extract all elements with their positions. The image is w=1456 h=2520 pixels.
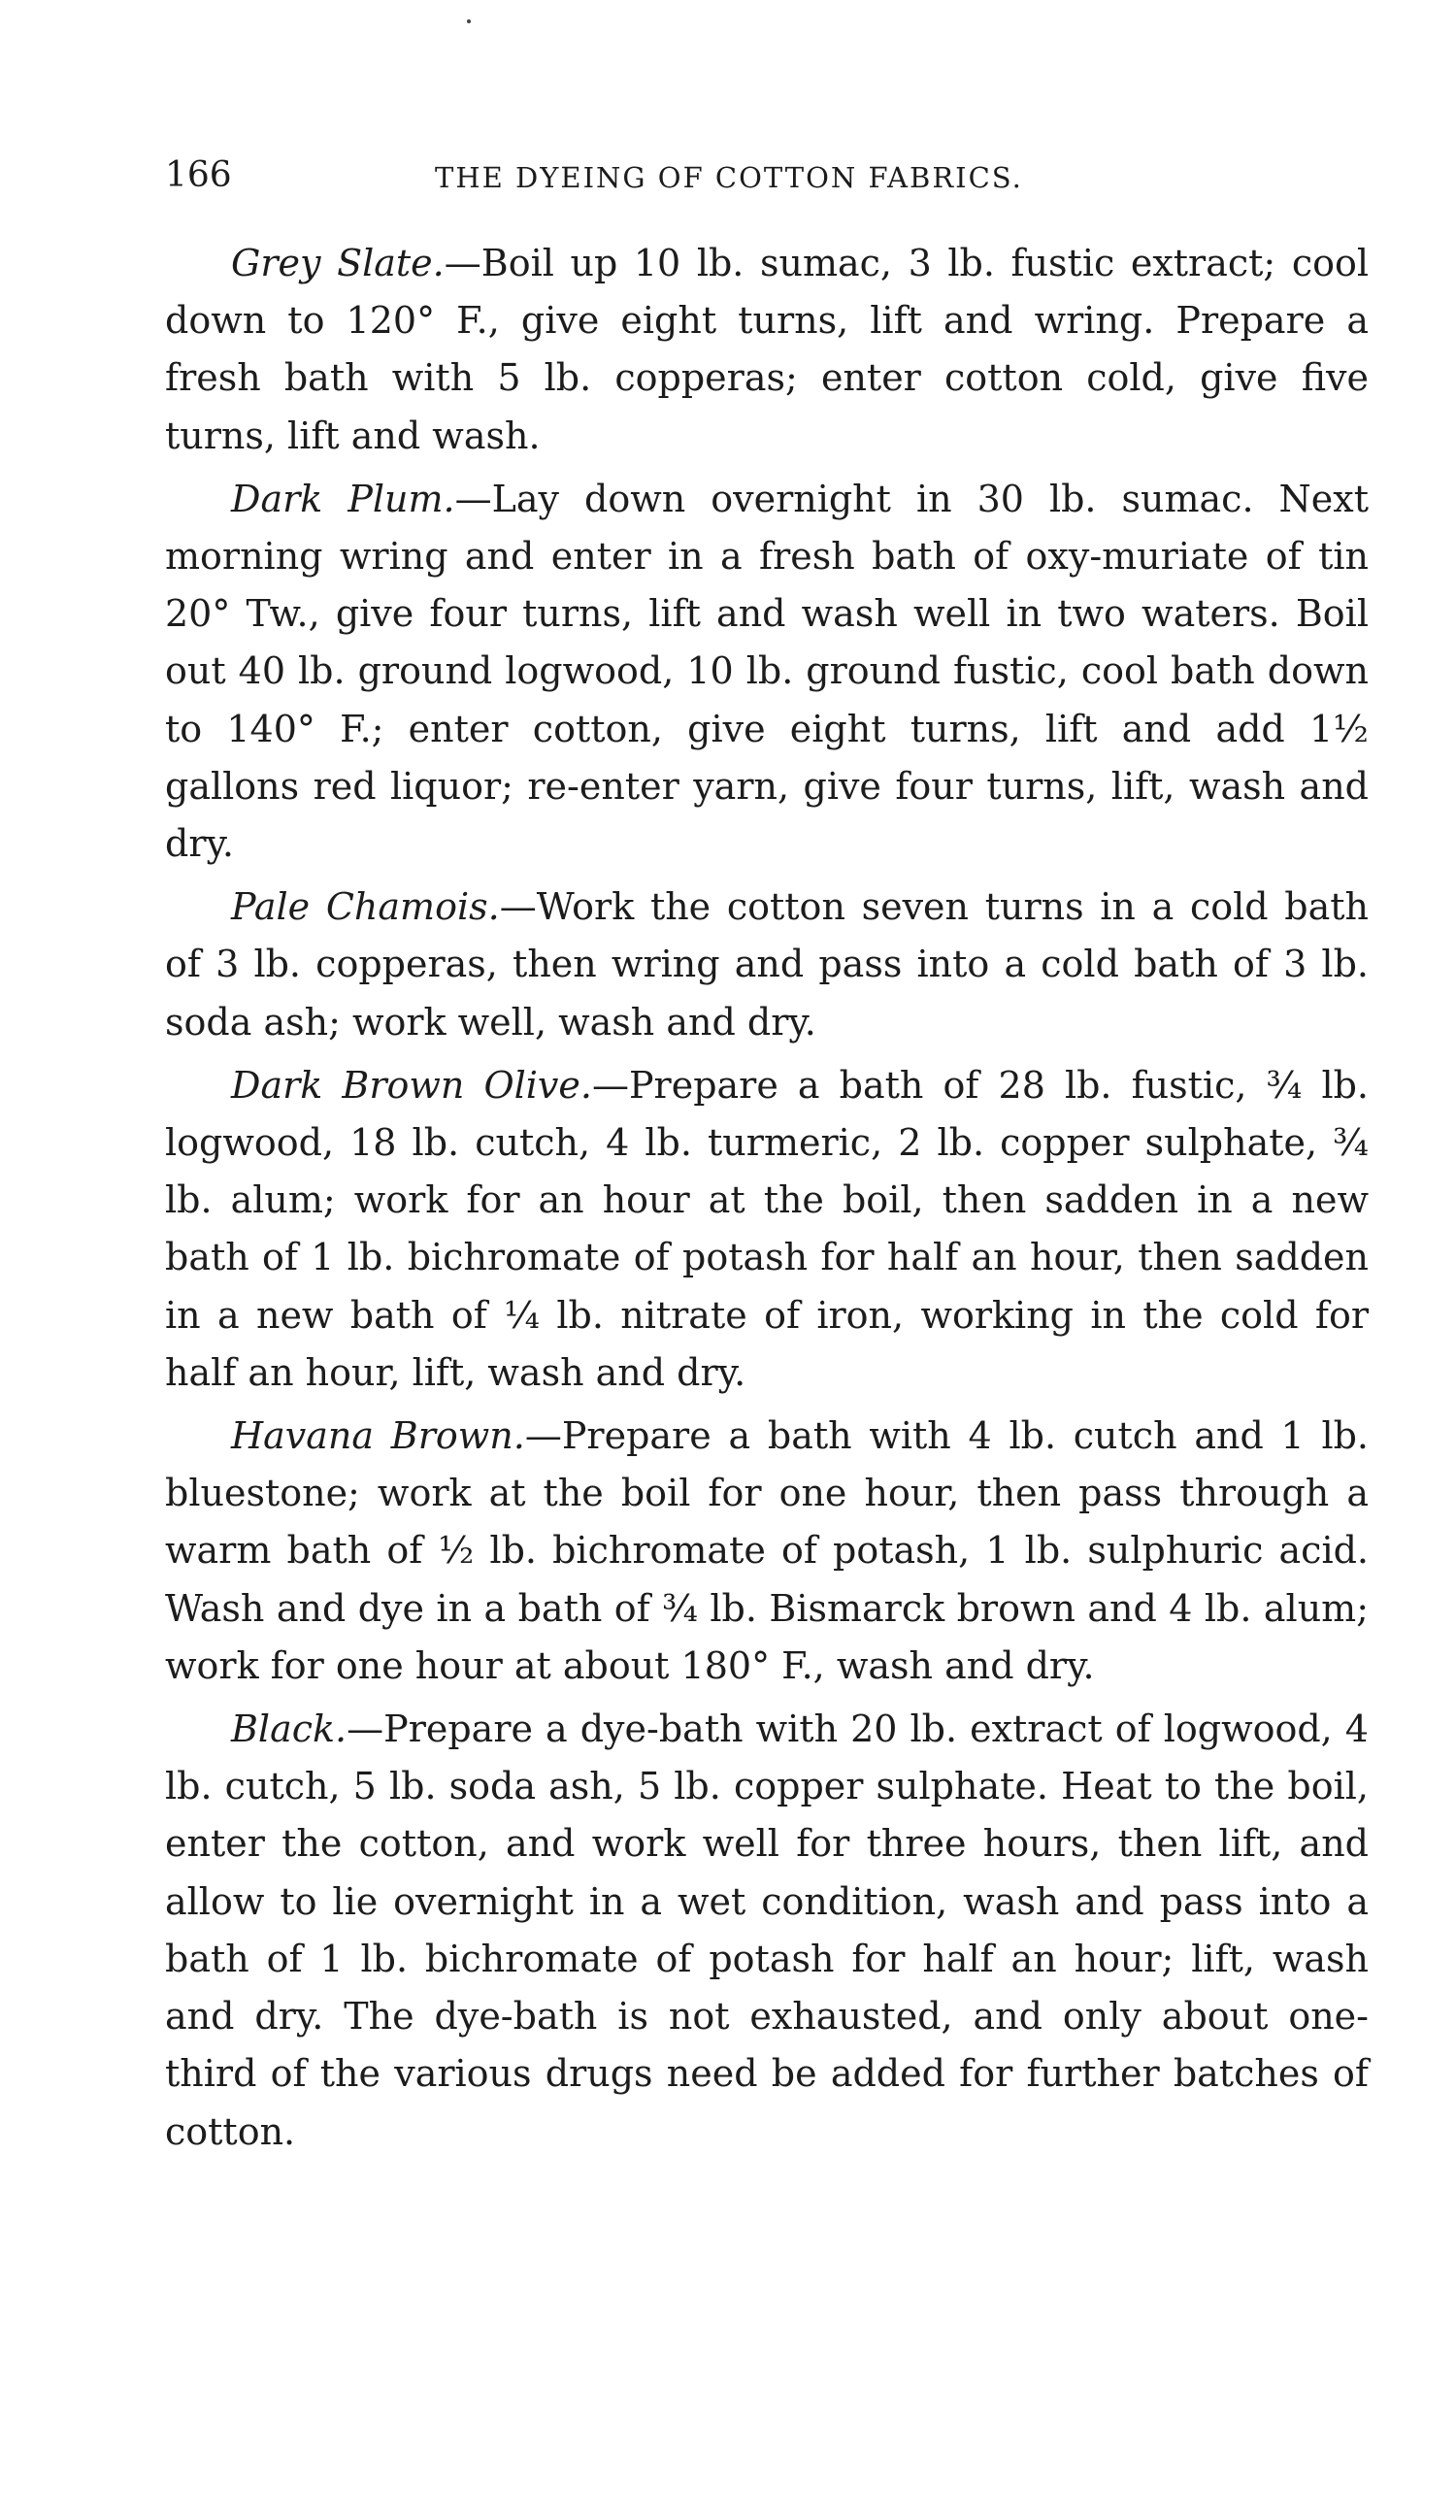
recipe-text: —Prepare a bath of 28 lb. fustic, ¾ lb. logwood, 18 lb. cutch, 4 lb. turmeric, 2 lb. copper sulphate, ¾ lb. alum; work for an hour at the boil, then sadden in a new bath of 1 lb. bichromate of potash for half an hour, then sadden in a new bath of ¼ lb. nitrate of iron, working in the cold for half an hour, lift, wash and dry. — [165, 1063, 1370, 1394]
recipe-heading: Havana Brown. — [231, 1414, 525, 1458]
recipe-text: —Work the cotton seven turns in a cold bath of 3 lb. copperas, then wring and pass into a cold bath of 3 lb. soda ash; work well, wash and dry. — [165, 885, 1369, 1044]
recipe-heading: Black. — [231, 1708, 347, 1751]
recipe-paragraph-pale-chamois — [165, 879, 1369, 1051]
recipe-heading: Pale Chamois. — [231, 885, 500, 929]
page-body — [165, 235, 1369, 2167]
recipe-heading: Dark Plum. — [231, 477, 455, 520]
recipe-paragraph-dark-brown-olive — [165, 1057, 1369, 1402]
recipe-text: —Prepare a dye-bath with 20 lb. extract of logwood, 4 lb. cutch, 5 lb. soda ash, 5 lb. copper sulphate. Heat to the boil, enter the cotton, and work well for three hours, then lift, and allow to lie overnight in a wet condition, wash and pass into a bath of 1 lb. bichromate of potash for half an hour; lift, wash and dry. The dye-bath is not exhausted, and only about one-third of the various drugs need be added for further batches of cotton. — [165, 1708, 1369, 2153]
recipe-text: —Prepare a bath with 4 lb. cutch and 1 lb. bluestone; work at the boil for one hour, then pass through a warm bath of ½ lb. bichromate of potash, 1 lb. sulphuric acid. Wash and dye in a bath of ¾ lb. Bismarck brown and 4 lb. alum; work for one hour at about 180° F., wash and dry. — [165, 1414, 1370, 1687]
recipe-paragraph-dark-plum — [165, 471, 1369, 873]
recipe-heading: Dark Brown Olive. — [231, 1063, 592, 1107]
recipe-text: —Boil up 10 lb. sumac, 3 lb. fustic extract; cool down to 120° F., give eight turns, lift and wring. Prepare a fresh bath with 5 lb. copperas; enter cotton cold, give five turns, lift and wash. — [165, 242, 1370, 457]
recipe-paragraph-black — [165, 1701, 1369, 2161]
recipe-text: —Lay down overnight in 30 lb. sumac. Next morning wring and enter in a fresh bath of oxy-muriate of tin 20° Tw., give four turns, lift and wash well in two waters. Boil out 40 lb. ground logwood, 10 lb. ground fustic, cool bath down to 140° F.; enter cotton, give eight turns, lift and add 1½ gallons red liquor; re-enter yarn, give four turns, lift, wash and dry. — [165, 477, 1370, 866]
recipe-paragraph-grey-slate — [165, 235, 1369, 465]
recipe-paragraph-havana-brown — [165, 1408, 1369, 1695]
page-number: 166 — [165, 155, 232, 195]
scan-speck — [467, 19, 471, 23]
recipe-heading: Grey Slate. — [231, 242, 445, 284]
page-header — [165, 155, 1378, 214]
running-title: THE DYEING OF COTTON FABRICS. — [435, 161, 1023, 194]
